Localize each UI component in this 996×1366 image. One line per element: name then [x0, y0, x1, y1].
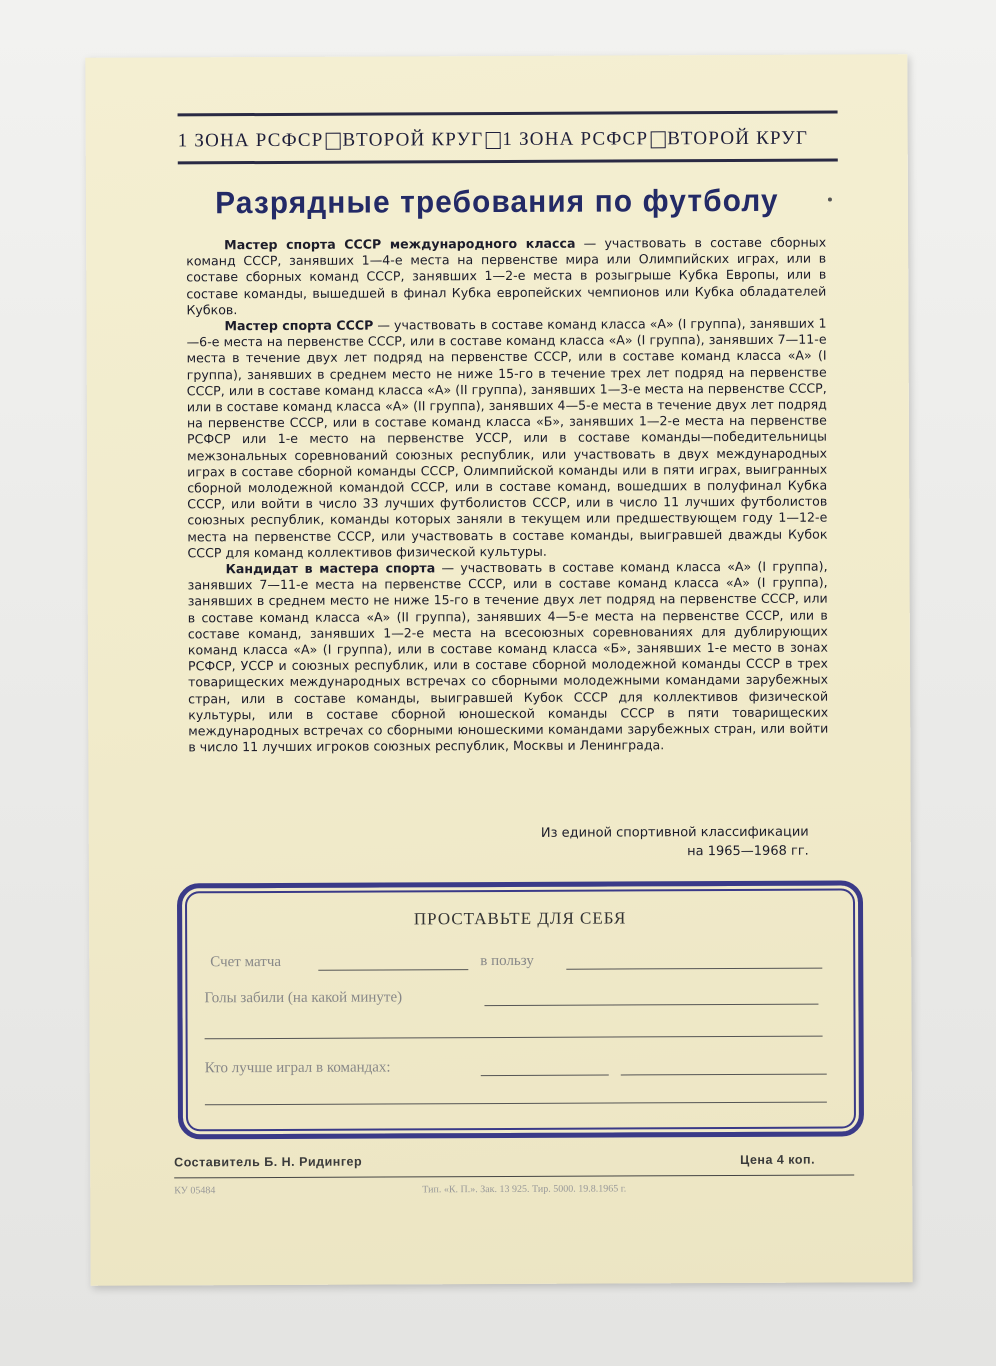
section-heading: Мастер спорта СССР международного класса	[224, 235, 576, 253]
program-page	[85, 54, 912, 1286]
section-heading: Мастер спорта СССР	[224, 317, 374, 334]
source-line-1: Из единой спортивной классификации	[540, 824, 809, 841]
square-separator-icon	[325, 132, 340, 149]
section-text: — участвовать в составе сборных команд СССР, занявших 1—4-е места на первенстве мира или Олимпийских играх, или в составе сборных команд СССР, занявших 1—2-е места в розыгрыше Кубка Европы, или в составе команды, вышедшей в финал Кубка европейских чемпионов или Кубка обладателей Кубков.	[186, 234, 827, 318]
square-separator-icon	[485, 131, 500, 148]
bottom-rule	[178, 159, 838, 165]
score-line[interactable]	[318, 969, 468, 971]
requirements-text	[186, 235, 828, 756]
source-note	[469, 823, 809, 862]
compiler-credit: Составитель Б. Н. Ридингер	[174, 1154, 363, 1170]
zone-segment-1: 1 ЗОНА РСФСР	[177, 129, 324, 152]
notes-frame	[177, 880, 864, 1139]
best-team-1-line[interactable]	[481, 1075, 609, 1077]
section-text: — участвовать в составе команд класса «А» (I группа), занявших 1—6-е места на первенстве СССР, или в составе команд класса «А» (I группа), занявших 7—11-е места в течение двух лет подряд на первенстве СССР, или в составе команд класса «А» (I группа), занявших в среднем место не ниже 15-го в течение трех лет подряд на первенстве СССР, или в составе команд класса «А» (II группа), занявших 1—3-е места на первенстве СССР, или в составе команд класса «А» (II группа), занявших 4—5-е места в течение двух лет подряд на первенстве СССР, или в составе команд класса «Б», занявших 1—2-е места на первенстве РСФСР или 1-е место на первенстве УССР, или в составе команды—победительницы межзональных соревнований союзных республик, или участвовать в двух международных играх в составе сборной команды СССР, Олимпийской команды или в пяти играх, выигранных сборной молодежной командой СССР, или в составе команд, вошедших в полуфинал Кубка СССР, или войти в число 33 лучших футболистов СССР, или в число 11 лучших футболистов союзных республик, команды которых заняли в текущем или предшествующем году 1—12-е места на первенстве СССР, или участвовать в составе команды, выигравшей дважды Кубок СССР для команд коллективов физической культуры.	[186, 315, 828, 561]
goals-label: Голы забили (на какой минуте)	[204, 989, 403, 1007]
score-label: Счет матча	[210, 953, 282, 971]
section-heading: Кандидат в мастера спорта	[225, 560, 436, 577]
goals-line-2[interactable]	[205, 1036, 823, 1040]
section-text: — участвовать в составе команд класса «А» (I группа), занявших 7—11-е места на первенстве СССР, или в составе команд класса «А» (I группа), занявших в среднем место не ниже 15-го в течение двух лет подряд на первенстве СССР, или в составе команд класса «А» (II группа), занявших 4—5-е места на первенстве СССР, или в составе команд, занявших 1—2-е места на всесоюзных соревнованиях для дублирующих команд класса «А» (I группа), или в составе команд класса «Б», занявших 1-е место в зонах РСФСР, УССР и союзных республик, или в составе сборной молодежной команды СССР в трех товарищеских международных встречах со сборными молодежными командами зарубежных стран, или в составе команды, выигравшей Кубок СССР для коллективов физической культуры, или в составе сборной юношеской команды СССР в пяти товарищеских международных встречах со сборными юношескими командами зарубежных стран, или войти в число 11 лучших игроков союзных республик, Москвы и Ленинграда.	[187, 558, 829, 755]
in-favor-label: в пользу	[480, 952, 534, 970]
in-favor-line[interactable]	[566, 968, 822, 970]
price-label: Цена 4 коп.	[740, 1152, 816, 1167]
notes-title: ПРОСТАВЬТЕ ДЛЯ СЕБЯ	[413, 908, 627, 929]
square-separator-icon	[650, 131, 665, 148]
section-international-master	[186, 235, 826, 319]
zone-segment-2: ВТОРОЙ КРУГ	[342, 129, 484, 151]
page-title: Разрядные требования по футболу	[215, 182, 779, 221]
top-rule	[178, 111, 838, 117]
best-team-2-line[interactable]	[621, 1074, 827, 1076]
footer-rule	[174, 1174, 854, 1178]
zone-segment-4: ВТОРОЙ КРУГ	[667, 127, 809, 150]
zone-segment-3: 1 ЗОНА РСФСР	[502, 128, 649, 150]
source-line-2: на 1965—1968 гг.	[687, 843, 809, 860]
best-players-line-2[interactable]	[205, 1102, 827, 1106]
section-master	[186, 316, 827, 562]
goals-line[interactable]	[484, 1004, 818, 1006]
zone-header	[178, 123, 838, 158]
print-info: Тип. «К. П.». Зак. 13 925. Тир. 5000. 19.8.1965 г.	[422, 1183, 627, 1196]
best-players-label: Кто лучше играл в командах:	[204, 1059, 391, 1077]
print-dot	[828, 198, 832, 202]
print-code: КУ 05484	[174, 1185, 216, 1197]
section-candidate	[188, 559, 829, 756]
